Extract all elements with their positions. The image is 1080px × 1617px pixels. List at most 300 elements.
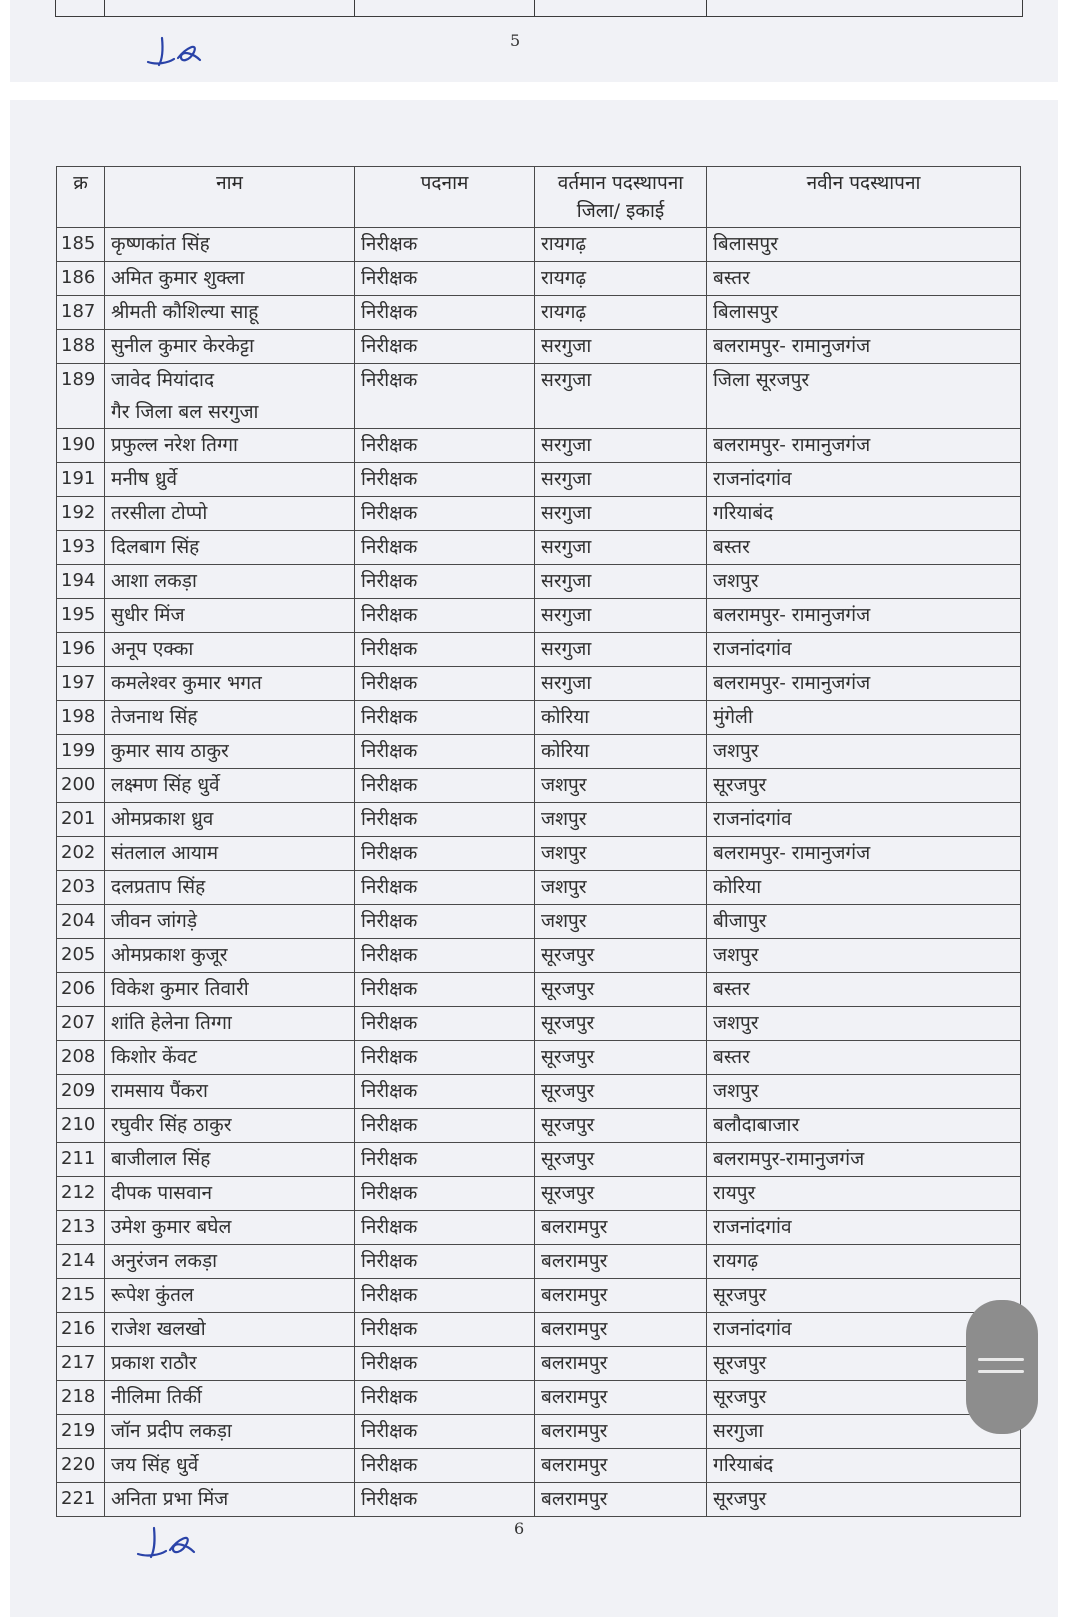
name-cell-text: आशा लकड़ा bbox=[111, 570, 197, 592]
designation-cell-text: निरीक्षक bbox=[361, 1148, 418, 1170]
designation-cell bbox=[355, 429, 535, 463]
serial-cell-text: 206 bbox=[61, 978, 96, 999]
current-posting-cell-text: रायगढ़ bbox=[541, 233, 587, 255]
serial-cell bbox=[57, 973, 105, 1007]
name-cell-text: अनिता प्रभा मिंज bbox=[111, 1488, 229, 1510]
new-posting-cell bbox=[707, 1279, 1021, 1313]
serial-cell-text: 200 bbox=[61, 774, 96, 795]
designation-cell bbox=[355, 463, 535, 497]
serial-cell-text: 201 bbox=[61, 808, 96, 829]
serial-cell-text: 220 bbox=[61, 1454, 96, 1475]
current-posting-cell-text: सरगुजा bbox=[541, 468, 592, 490]
designation-cell bbox=[355, 905, 535, 939]
new-posting-cell bbox=[707, 599, 1021, 633]
header-serial: क्र bbox=[57, 167, 105, 228]
name-cell-text: सुनील कुमार केरकेट्टा bbox=[111, 335, 255, 357]
serial-cell bbox=[57, 701, 105, 735]
designation-cell bbox=[355, 1007, 535, 1041]
serial-cell-text: 186 bbox=[61, 267, 96, 288]
serial-cell bbox=[57, 1177, 105, 1211]
designation-cell-text: निरीक्षक bbox=[361, 502, 418, 524]
current-posting-cell-text: सूरजपुर bbox=[541, 1012, 595, 1034]
current-posting-cell bbox=[535, 837, 707, 871]
new-posting-cell bbox=[707, 973, 1021, 1007]
current-posting-cell-text: बलरामपुर bbox=[541, 1488, 608, 1510]
current-posting-cell-text: सूरजपुर bbox=[541, 944, 595, 966]
serial-cell-text: 216 bbox=[61, 1318, 96, 1339]
name-cell bbox=[105, 497, 355, 531]
table-row bbox=[57, 531, 1021, 565]
current-posting-cell bbox=[535, 1381, 707, 1415]
current-posting-cell bbox=[535, 1177, 707, 1211]
designation-cell bbox=[355, 667, 535, 701]
designation-cell-text: निरीक्षक bbox=[361, 1284, 418, 1306]
serial-cell-text: 187 bbox=[61, 301, 96, 322]
serial-cell bbox=[57, 463, 105, 497]
designation-cell bbox=[355, 1041, 535, 1075]
current-posting-cell-text: सूरजपुर bbox=[541, 1046, 595, 1068]
serial-cell-text: 213 bbox=[61, 1216, 96, 1237]
name-cell-text: ओमप्रकाश कुजूर bbox=[111, 944, 228, 966]
serial-cell bbox=[57, 599, 105, 633]
name-cell bbox=[105, 1109, 355, 1143]
new-posting-cell-text: बस्तर bbox=[713, 267, 750, 289]
new-posting-cell-text: राजनांदगांव bbox=[713, 1216, 792, 1238]
designation-cell bbox=[355, 1177, 535, 1211]
designation-cell-text: निरीक्षक bbox=[361, 1352, 418, 1374]
new-posting-cell-text: गरियाबंद bbox=[713, 502, 774, 524]
designation-cell-text: निरीक्षक bbox=[361, 267, 418, 289]
name-cell bbox=[105, 769, 355, 803]
serial-cell bbox=[57, 1483, 105, 1517]
serial-cell-text: 193 bbox=[61, 536, 96, 557]
new-posting-cell-text: जशपुर bbox=[713, 570, 759, 592]
serial-cell-text: 205 bbox=[61, 944, 96, 965]
name-cell bbox=[105, 1245, 355, 1279]
new-posting-cell bbox=[707, 837, 1021, 871]
name-cell bbox=[105, 531, 355, 565]
name-cell bbox=[105, 939, 355, 973]
current-posting-cell-text: सरगुजा bbox=[541, 604, 592, 626]
table-row bbox=[57, 1041, 1021, 1075]
designation-cell-text: निरीक्षक bbox=[361, 638, 418, 660]
name-cell-text: ओमप्रकाश ध्रुव bbox=[111, 808, 214, 830]
name-cell-text: रूपेश कुंतल bbox=[111, 1284, 194, 1306]
new-posting-cell-text: गरियाबंद bbox=[713, 1454, 774, 1476]
new-posting-cell-text: सरगुजा bbox=[713, 1420, 764, 1442]
current-posting-cell-text: सरगुजा bbox=[541, 434, 592, 456]
designation-cell-text: निरीक्षक bbox=[361, 604, 418, 626]
serial-cell bbox=[57, 1347, 105, 1381]
designation-cell-text: निरीक्षक bbox=[361, 335, 418, 357]
table-row bbox=[57, 228, 1021, 262]
table-row bbox=[57, 701, 1021, 735]
designation-cell-text: निरीक्षक bbox=[361, 706, 418, 728]
current-posting-cell-text: सरगुजा bbox=[541, 335, 592, 357]
current-posting-cell bbox=[535, 633, 707, 667]
serial-cell bbox=[57, 667, 105, 701]
table-row bbox=[57, 939, 1021, 973]
current-posting-cell bbox=[535, 803, 707, 837]
current-posting-cell bbox=[535, 973, 707, 1007]
signature-initials bbox=[144, 34, 204, 72]
serial-cell-text: 214 bbox=[61, 1250, 96, 1271]
table-row bbox=[57, 599, 1021, 633]
table-row bbox=[57, 1483, 1021, 1517]
name-cell-text: अमित कुमार शुक्ला bbox=[111, 267, 245, 289]
serial-cell-text: 210 bbox=[61, 1114, 96, 1135]
designation-cell-text: निरीक्षक bbox=[361, 1046, 418, 1068]
table-row bbox=[57, 296, 1021, 330]
current-posting-cell-text: कोरिया bbox=[541, 706, 590, 728]
name-cell bbox=[105, 905, 355, 939]
table-row bbox=[57, 769, 1021, 803]
serial-cell-text: 203 bbox=[61, 876, 96, 897]
current-posting-cell-text: सरगुजा bbox=[541, 570, 592, 592]
name-cell bbox=[105, 1279, 355, 1313]
designation-cell bbox=[355, 1483, 535, 1517]
serial-cell-text: 194 bbox=[61, 570, 96, 591]
name-cell-text: रामसाय पैंकरा bbox=[111, 1080, 208, 1102]
table-row bbox=[57, 429, 1021, 463]
serial-cell-text: 190 bbox=[61, 434, 96, 455]
current-posting-cell bbox=[535, 735, 707, 769]
name-cell bbox=[105, 599, 355, 633]
serial-cell bbox=[57, 1313, 105, 1347]
current-posting-cell bbox=[535, 769, 707, 803]
table-row bbox=[57, 1381, 1021, 1415]
designation-cell bbox=[355, 531, 535, 565]
name-cell bbox=[105, 463, 355, 497]
new-posting-cell-text: सूरजपुर bbox=[713, 1352, 767, 1374]
name-cell bbox=[105, 1177, 355, 1211]
serial-cell-text: 199 bbox=[61, 740, 96, 761]
current-posting-cell-text: सरगुजा bbox=[541, 502, 592, 524]
serial-cell-text: 207 bbox=[61, 1012, 96, 1033]
page-number: 5 bbox=[510, 31, 521, 50]
header-current-posting-line1: वर्तमान पदस्थापना bbox=[557, 172, 684, 194]
serial-cell bbox=[57, 633, 105, 667]
new-posting-cell bbox=[707, 296, 1021, 330]
current-posting-cell-text: बलरामपुर bbox=[541, 1454, 608, 1476]
new-posting-cell bbox=[707, 1211, 1021, 1245]
name-cell bbox=[105, 330, 355, 364]
serial-cell-text: 217 bbox=[61, 1352, 96, 1373]
designation-cell bbox=[355, 1109, 535, 1143]
name-cell-text: जीवन जांगड़े bbox=[111, 910, 198, 932]
name-cell bbox=[105, 262, 355, 296]
designation-cell bbox=[355, 565, 535, 599]
current-posting-cell bbox=[535, 1415, 707, 1449]
header-new-posting: नवीन पदस्थापना bbox=[707, 167, 1021, 228]
new-posting-cell-text: सूरजपुर bbox=[713, 774, 767, 796]
designation-cell bbox=[355, 497, 535, 531]
designation-cell-text: निरीक्षक bbox=[361, 468, 418, 490]
current-posting-cell-text: सरगुजा bbox=[541, 369, 592, 391]
new-posting-cell bbox=[707, 429, 1021, 463]
designation-cell bbox=[355, 296, 535, 330]
serial-cell bbox=[57, 531, 105, 565]
new-posting-cell-text: रायगढ़ bbox=[713, 1250, 759, 1272]
name-cell-text: जावेद मियांदाद bbox=[111, 369, 215, 391]
new-posting-cell bbox=[707, 1177, 1021, 1211]
table-row bbox=[57, 1007, 1021, 1041]
document-page-5 bbox=[10, 0, 1058, 82]
current-posting-cell bbox=[535, 1245, 707, 1279]
current-posting-cell-text: जशपुर bbox=[541, 910, 587, 932]
serial-cell bbox=[57, 364, 105, 429]
current-posting-cell-text: बलरामपुर bbox=[541, 1284, 608, 1306]
designation-cell bbox=[355, 939, 535, 973]
designation-cell bbox=[355, 1347, 535, 1381]
name-cell-text: विकेश कुमार तिवारी bbox=[111, 978, 249, 1000]
new-posting-cell bbox=[707, 633, 1021, 667]
name-cell-text: कुमार साय ठाकुर bbox=[111, 740, 229, 762]
current-posting-cell-text: जशपुर bbox=[541, 876, 587, 898]
serial-cell bbox=[57, 1007, 105, 1041]
serial-cell bbox=[57, 1415, 105, 1449]
name-cell bbox=[105, 228, 355, 262]
name-cell bbox=[105, 1381, 355, 1415]
serial-cell bbox=[57, 1041, 105, 1075]
designation-cell bbox=[355, 871, 535, 905]
table-row bbox=[57, 364, 1021, 429]
name-cell-text: लक्ष्मण सिंह धुर्वे bbox=[111, 774, 220, 796]
name-cell-text: जय सिंह धुर्वे bbox=[111, 1454, 199, 1476]
header-designation: पदनाम bbox=[355, 167, 535, 228]
new-posting-cell-text: राजनांदगांव bbox=[713, 638, 792, 660]
new-posting-cell bbox=[707, 228, 1021, 262]
new-posting-cell-text: जिला सूरजपुर bbox=[713, 369, 810, 391]
name-cell-text: शांति हेलेना तिग्गा bbox=[111, 1012, 232, 1034]
designation-cell bbox=[355, 1381, 535, 1415]
new-posting-cell bbox=[707, 1075, 1021, 1109]
current-posting-cell-text: कोरिया bbox=[541, 740, 590, 762]
serial-cell-text: 191 bbox=[61, 468, 96, 489]
current-posting-cell bbox=[535, 1007, 707, 1041]
new-posting-cell bbox=[707, 497, 1021, 531]
serial-cell bbox=[57, 837, 105, 871]
serial-cell bbox=[57, 228, 105, 262]
new-posting-cell-text: कोरिया bbox=[713, 876, 762, 898]
serial-cell bbox=[57, 1109, 105, 1143]
current-posting-cell bbox=[535, 905, 707, 939]
table-row bbox=[57, 463, 1021, 497]
current-posting-cell-text: जशपुर bbox=[541, 774, 587, 796]
designation-cell-text: निरीक्षक bbox=[361, 876, 418, 898]
name-cell bbox=[105, 1347, 355, 1381]
name-cell bbox=[105, 837, 355, 871]
designation-cell-text: निरीक्षक bbox=[361, 434, 418, 456]
designation-cell-text: निरीक्षक bbox=[361, 1386, 418, 1408]
new-posting-cell-text: जशपुर bbox=[713, 944, 759, 966]
current-posting-cell-text: बलरामपुर bbox=[541, 1386, 608, 1408]
current-posting-cell bbox=[535, 939, 707, 973]
name-cell bbox=[105, 1313, 355, 1347]
new-posting-cell-text: बस्तर bbox=[713, 536, 750, 558]
name-cell-text: बाजीलाल सिंह bbox=[111, 1148, 211, 1170]
new-posting-cell-text: बस्तर bbox=[713, 978, 750, 1000]
name-cell bbox=[105, 735, 355, 769]
current-posting-cell bbox=[535, 1483, 707, 1517]
current-posting-cell-text: जशपुर bbox=[541, 808, 587, 830]
designation-cell bbox=[355, 330, 535, 364]
designation-cell-text: निरीक्षक bbox=[361, 1250, 418, 1272]
new-posting-cell-text: सूरजपुर bbox=[713, 1284, 767, 1306]
serial-cell bbox=[57, 296, 105, 330]
serial-cell bbox=[57, 1245, 105, 1279]
current-posting-cell-text: रायगढ़ bbox=[541, 267, 587, 289]
new-posting-cell bbox=[707, 803, 1021, 837]
new-posting-cell-text: रायपुर bbox=[713, 1182, 756, 1204]
designation-cell-text: निरीक्षक bbox=[361, 1488, 418, 1510]
serial-cell-text: 221 bbox=[61, 1488, 96, 1509]
table-row bbox=[57, 1313, 1021, 1347]
current-posting-cell-text: सूरजपुर bbox=[541, 1080, 595, 1102]
new-posting-cell bbox=[707, 769, 1021, 803]
designation-cell-text: निरीक्षक bbox=[361, 1080, 418, 1102]
new-posting-cell-text: जशपुर bbox=[713, 1080, 759, 1102]
designation-cell-text: निरीक्षक bbox=[361, 1182, 418, 1204]
new-posting-cell bbox=[707, 364, 1021, 429]
serial-cell bbox=[57, 1143, 105, 1177]
current-posting-cell bbox=[535, 1143, 707, 1177]
current-posting-cell bbox=[535, 1449, 707, 1483]
current-posting-cell-text: सरगुजा bbox=[541, 638, 592, 660]
table-row bbox=[57, 1075, 1021, 1109]
current-posting-cell bbox=[535, 1313, 707, 1347]
table-row bbox=[57, 973, 1021, 1007]
page-number: 6 bbox=[514, 1519, 525, 1538]
designation-cell-text: निरीक्षक bbox=[361, 740, 418, 762]
current-posting-cell-text: सूरजपुर bbox=[541, 1182, 595, 1204]
name-cell bbox=[105, 1449, 355, 1483]
name-cell bbox=[105, 1211, 355, 1245]
new-posting-cell bbox=[707, 1449, 1021, 1483]
name-cell-text: रघुवीर सिंह ठाकुर bbox=[111, 1114, 232, 1136]
designation-cell bbox=[355, 973, 535, 1007]
table-row bbox=[57, 565, 1021, 599]
table-row bbox=[57, 1245, 1021, 1279]
current-posting-cell bbox=[535, 262, 707, 296]
table-row bbox=[57, 1109, 1021, 1143]
name-cell-text: तेजनाथ सिंह bbox=[111, 706, 198, 728]
new-posting-cell bbox=[707, 565, 1021, 599]
current-posting-cell bbox=[535, 1279, 707, 1313]
current-posting-cell-text: रायगढ़ bbox=[541, 301, 587, 323]
name-cell-text: उमेश कुमार बघेल bbox=[111, 1216, 232, 1238]
header-name: नाम bbox=[105, 167, 355, 228]
name-cell-text: कमलेश्वर कुमार भगत bbox=[111, 672, 262, 694]
new-posting-cell bbox=[707, 1109, 1021, 1143]
new-posting-cell bbox=[707, 667, 1021, 701]
current-posting-cell-text: सूरजपुर bbox=[541, 1148, 595, 1170]
new-posting-cell bbox=[707, 463, 1021, 497]
name-cell-text: दिलबाग सिंह bbox=[111, 536, 200, 558]
table-row bbox=[57, 667, 1021, 701]
current-posting-cell bbox=[535, 701, 707, 735]
current-posting-cell bbox=[535, 1347, 707, 1381]
serial-cell-text: 204 bbox=[61, 910, 96, 931]
designation-cell bbox=[355, 837, 535, 871]
name-cell bbox=[105, 701, 355, 735]
designation-cell bbox=[355, 701, 535, 735]
designation-cell-text: निरीक्षक bbox=[361, 1216, 418, 1238]
name-cell bbox=[105, 1007, 355, 1041]
name-cell bbox=[105, 1041, 355, 1075]
designation-cell-text: निरीक्षक bbox=[361, 672, 418, 694]
name-cell-text: संतलाल आयाम bbox=[111, 842, 219, 864]
designation-cell-text: निरीक्षक bbox=[361, 369, 418, 391]
serial-cell-text: 209 bbox=[61, 1080, 96, 1101]
new-posting-cell bbox=[707, 1041, 1021, 1075]
designation-cell-text: निरीक्षक bbox=[361, 774, 418, 796]
serial-cell bbox=[57, 735, 105, 769]
new-posting-cell-text: बिलासपुर bbox=[713, 233, 778, 255]
designation-cell bbox=[355, 1449, 535, 1483]
serial-cell bbox=[57, 1449, 105, 1483]
table-row bbox=[57, 735, 1021, 769]
designation-cell bbox=[355, 1075, 535, 1109]
name-cell-text: अनूप एक्का bbox=[111, 638, 194, 660]
serial-cell-text: 212 bbox=[61, 1182, 96, 1203]
new-posting-cell-text: जशपुर bbox=[713, 1012, 759, 1034]
new-posting-cell bbox=[707, 905, 1021, 939]
header-current-posting bbox=[535, 167, 707, 228]
designation-cell-text: निरीक्षक bbox=[361, 1420, 418, 1442]
serial-cell-text: 219 bbox=[61, 1420, 96, 1441]
new-posting-cell bbox=[707, 735, 1021, 769]
current-posting-cell bbox=[535, 599, 707, 633]
current-posting-cell-text: बलरामपुर bbox=[541, 1216, 608, 1238]
designation-cell-text: निरीक्षक bbox=[361, 1012, 418, 1034]
serial-cell bbox=[57, 262, 105, 296]
table-row bbox=[57, 1279, 1021, 1313]
name-cell bbox=[105, 296, 355, 330]
name-cell bbox=[105, 1143, 355, 1177]
designation-cell bbox=[355, 735, 535, 769]
current-posting-cell-text: बलरामपुर bbox=[541, 1352, 608, 1374]
name-cell bbox=[105, 1075, 355, 1109]
table-row bbox=[57, 837, 1021, 871]
serial-cell-text: 196 bbox=[61, 638, 96, 659]
name-cell-text: राजेश खलखो bbox=[111, 1318, 206, 1340]
designation-cell-text: निरीक्षक bbox=[361, 1454, 418, 1476]
scroll-handle[interactable] bbox=[966, 1300, 1038, 1434]
table-row bbox=[57, 905, 1021, 939]
serial-cell-text: 218 bbox=[61, 1386, 96, 1407]
name-cell-text: श्रीमती कौशिल्या साहू bbox=[111, 301, 259, 323]
serial-cell bbox=[57, 1211, 105, 1245]
new-posting-cell-text: सूरजपुर bbox=[713, 1386, 767, 1408]
new-posting-cell bbox=[707, 1483, 1021, 1517]
new-posting-cell-text: बिलासपुर bbox=[713, 301, 778, 323]
designation-cell-text: निरीक्षक bbox=[361, 536, 418, 558]
serial-cell-text: 208 bbox=[61, 1046, 96, 1067]
name-cell-text: अनुरंजन लकड़ा bbox=[111, 1250, 218, 1272]
document-page-6 bbox=[10, 100, 1058, 1617]
table-row bbox=[57, 1143, 1021, 1177]
table-row bbox=[57, 1347, 1021, 1381]
table-row bbox=[57, 1449, 1021, 1483]
current-posting-cell bbox=[535, 1075, 707, 1109]
serial-cell-text: 198 bbox=[61, 706, 96, 727]
new-posting-cell bbox=[707, 262, 1021, 296]
new-posting-cell bbox=[707, 1007, 1021, 1041]
name-cell bbox=[105, 364, 355, 429]
designation-cell-text: निरीक्षक bbox=[361, 978, 418, 1000]
designation-cell-text: निरीक्षक bbox=[361, 842, 418, 864]
